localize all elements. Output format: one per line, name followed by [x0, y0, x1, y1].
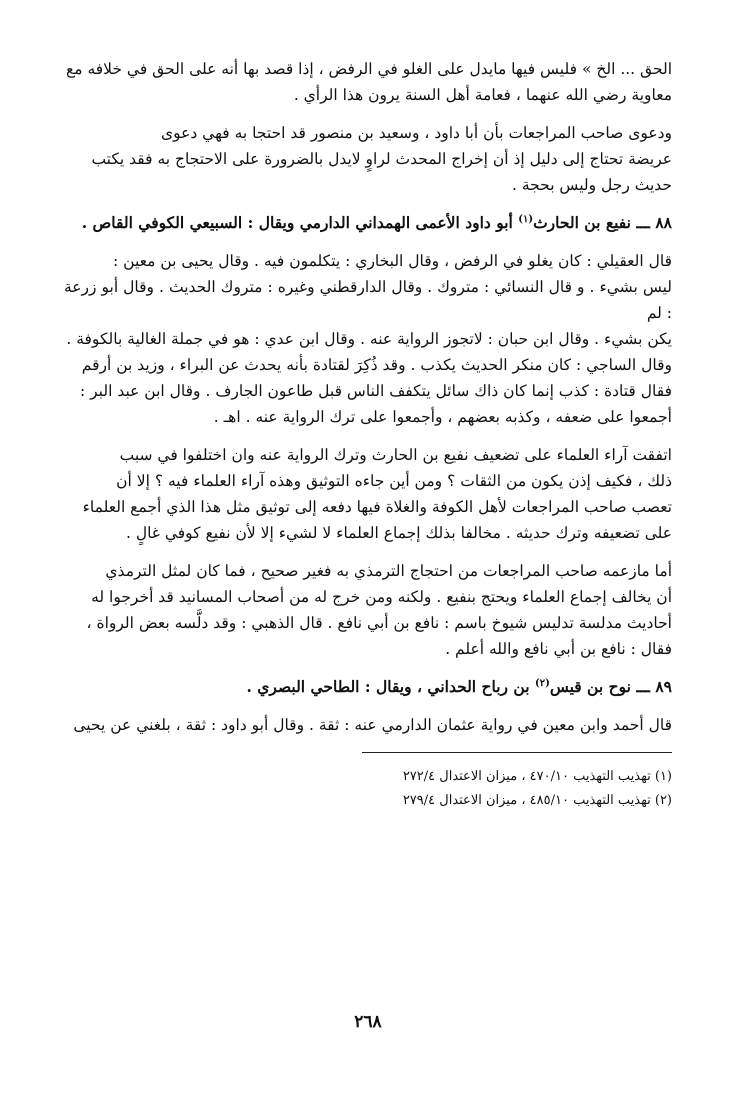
paragraph-2: [64, 120, 672, 198]
entry-89-heading: [64, 674, 672, 700]
text-line: ليس بشيء . و قال النسائي : متروك . وقال الدارقطني وغيره : متروك الحديث . وقال أبو زرعة : لم: [64, 278, 672, 322]
footnote-ref: (١): [518, 213, 534, 225]
footnote-2: (٢) تهذيب التهذيب ٤٨٥/١٠ ، ميزان الاعتدال ٢٧٩/٤: [402, 793, 672, 808]
text-line: تعصب صاحب المراجعات لأهل الكوفة والغلاة فيها دفعه إلى توثيق مثل هذا الذي أجمع العلماء: [82, 498, 672, 516]
text-line: فقال : نافع بن أبي نافع والله أعلم .: [445, 640, 672, 658]
text-line: أجمعوا على ضعفه ، وكذبه بعضهم ، وأجمعوا على ترك الرواية عنه . اهـ .: [213, 408, 672, 426]
paragraph-4: [64, 442, 672, 546]
text-line: اتفقت آراء العلماء على تضعيف نفيع بن الحارث وترك الرواية عنه وان اختلفوا في سبب: [119, 446, 672, 464]
paragraph-6: [64, 712, 672, 738]
text-line: أما مازعمه صاحب المراجعات من احتجاج الترمذي به فغير صحيح ، فما كان لمثل الترمذي: [105, 562, 672, 580]
text-line: ودعوى صاحب المراجعات بأن أبا داود ، وسعيد بن منصور قد احتجا به فهي دعوى: [160, 124, 672, 142]
text-line: أحاديث مدلسة تدليس شيوخ باسم : نافع بن أبي نافع . قال الذهبي : وقد دلَّسه بعض الرواة ،: [86, 614, 672, 632]
footnote-1: (١) تهذيب التهذيب ٤٧٠/١٠ ، ميزان الاعتدال ٢٧٢/٤: [402, 769, 672, 784]
text-line: يكن بشيء . وقال ابن حبان : لاتجوز الرواية عنه . وقال ابن عدي : هو في جملة الغالية بالكوفة .: [66, 330, 672, 348]
text-line: أن يخالف إجماع العلماء ويحتج بنفيع . ولكنه ومن خرج له من أصحاب المسانيد قد أخرجوا له: [91, 588, 672, 606]
text-line: فقال قتادة : كذب إنما كان ذاك سائل يتكفف الناس قبل طاعون الجارف . وقال ابن عبد البر :: [79, 382, 672, 400]
entry-number: ٨٩ ـــ: [636, 677, 672, 696]
text-line: قال العقيلي : كان يغلو في الرفض ، وقال البخاري : يتكلمون فيه . وقال يحيى بن معين :: [113, 252, 672, 270]
text-line: حديث رجل وليس بحجة .: [512, 176, 672, 194]
paragraph-5: [64, 558, 672, 662]
narrator-details: بن رباح الحداني ، ويقال : الطاحي البصري .: [246, 677, 530, 696]
text-line: عريضة تحتاج إلى دليل إذ أن إخراج المحدث لراوٍ لايدل بالضرورة على الاحتجاج به فقد يكتب: [91, 150, 672, 168]
text-line: وقال الساجي : كان منكر الحديث يكذب . وقد ذُكِرَ لقتادة بأنه يحدث عن البراء ، وزيد بن أرقم: [81, 356, 672, 374]
narrator-details: أبو داود الأعمى الهمداني الدارمي ويقال : السبيعي الكوفي القاص .: [81, 213, 513, 232]
narrator-name: نفيع بن الحارث: [533, 213, 631, 232]
footnote-ref: (٢): [534, 677, 550, 689]
paragraph-1: [64, 56, 672, 108]
text-line: ذلك ، فكيف إذن يكون من الثقات ؟ ومن أين جاءه التوثيق وهذه آراء العلماء فيه ؟ إلا أن: [116, 472, 672, 490]
text-line: الحق ... الخ » فليس فيها مايدل على الغلو في الرفض ، إذا قصد بها أنه على الحق في خلافه مع: [65, 60, 672, 78]
entry-number: ٨٨ ـــ: [636, 213, 672, 232]
footnote-divider: [362, 752, 672, 753]
text-line: على تضعيفه وترك حديثه . مخالفا بذلك إجماع العلماء لا لشيء إلا لأن نفيع كوفي غالٍ .: [125, 524, 672, 542]
entry-88-heading: [64, 210, 672, 236]
text-line: قال أحمد وابن معين في رواية عثمان الدارمي عنه : ثقة . وقال أبو داود : ثقة ، بلغني عن يحيى: [73, 716, 672, 734]
page-number: ٢٦٨: [354, 1012, 382, 1032]
narrator-name: نوح بن قيس: [549, 677, 631, 696]
paragraph-3: [64, 248, 672, 430]
text-line: معاوية رضي الله عنهما ، فعامة أهل السنة يرون هذا الرأي .: [293, 86, 672, 104]
